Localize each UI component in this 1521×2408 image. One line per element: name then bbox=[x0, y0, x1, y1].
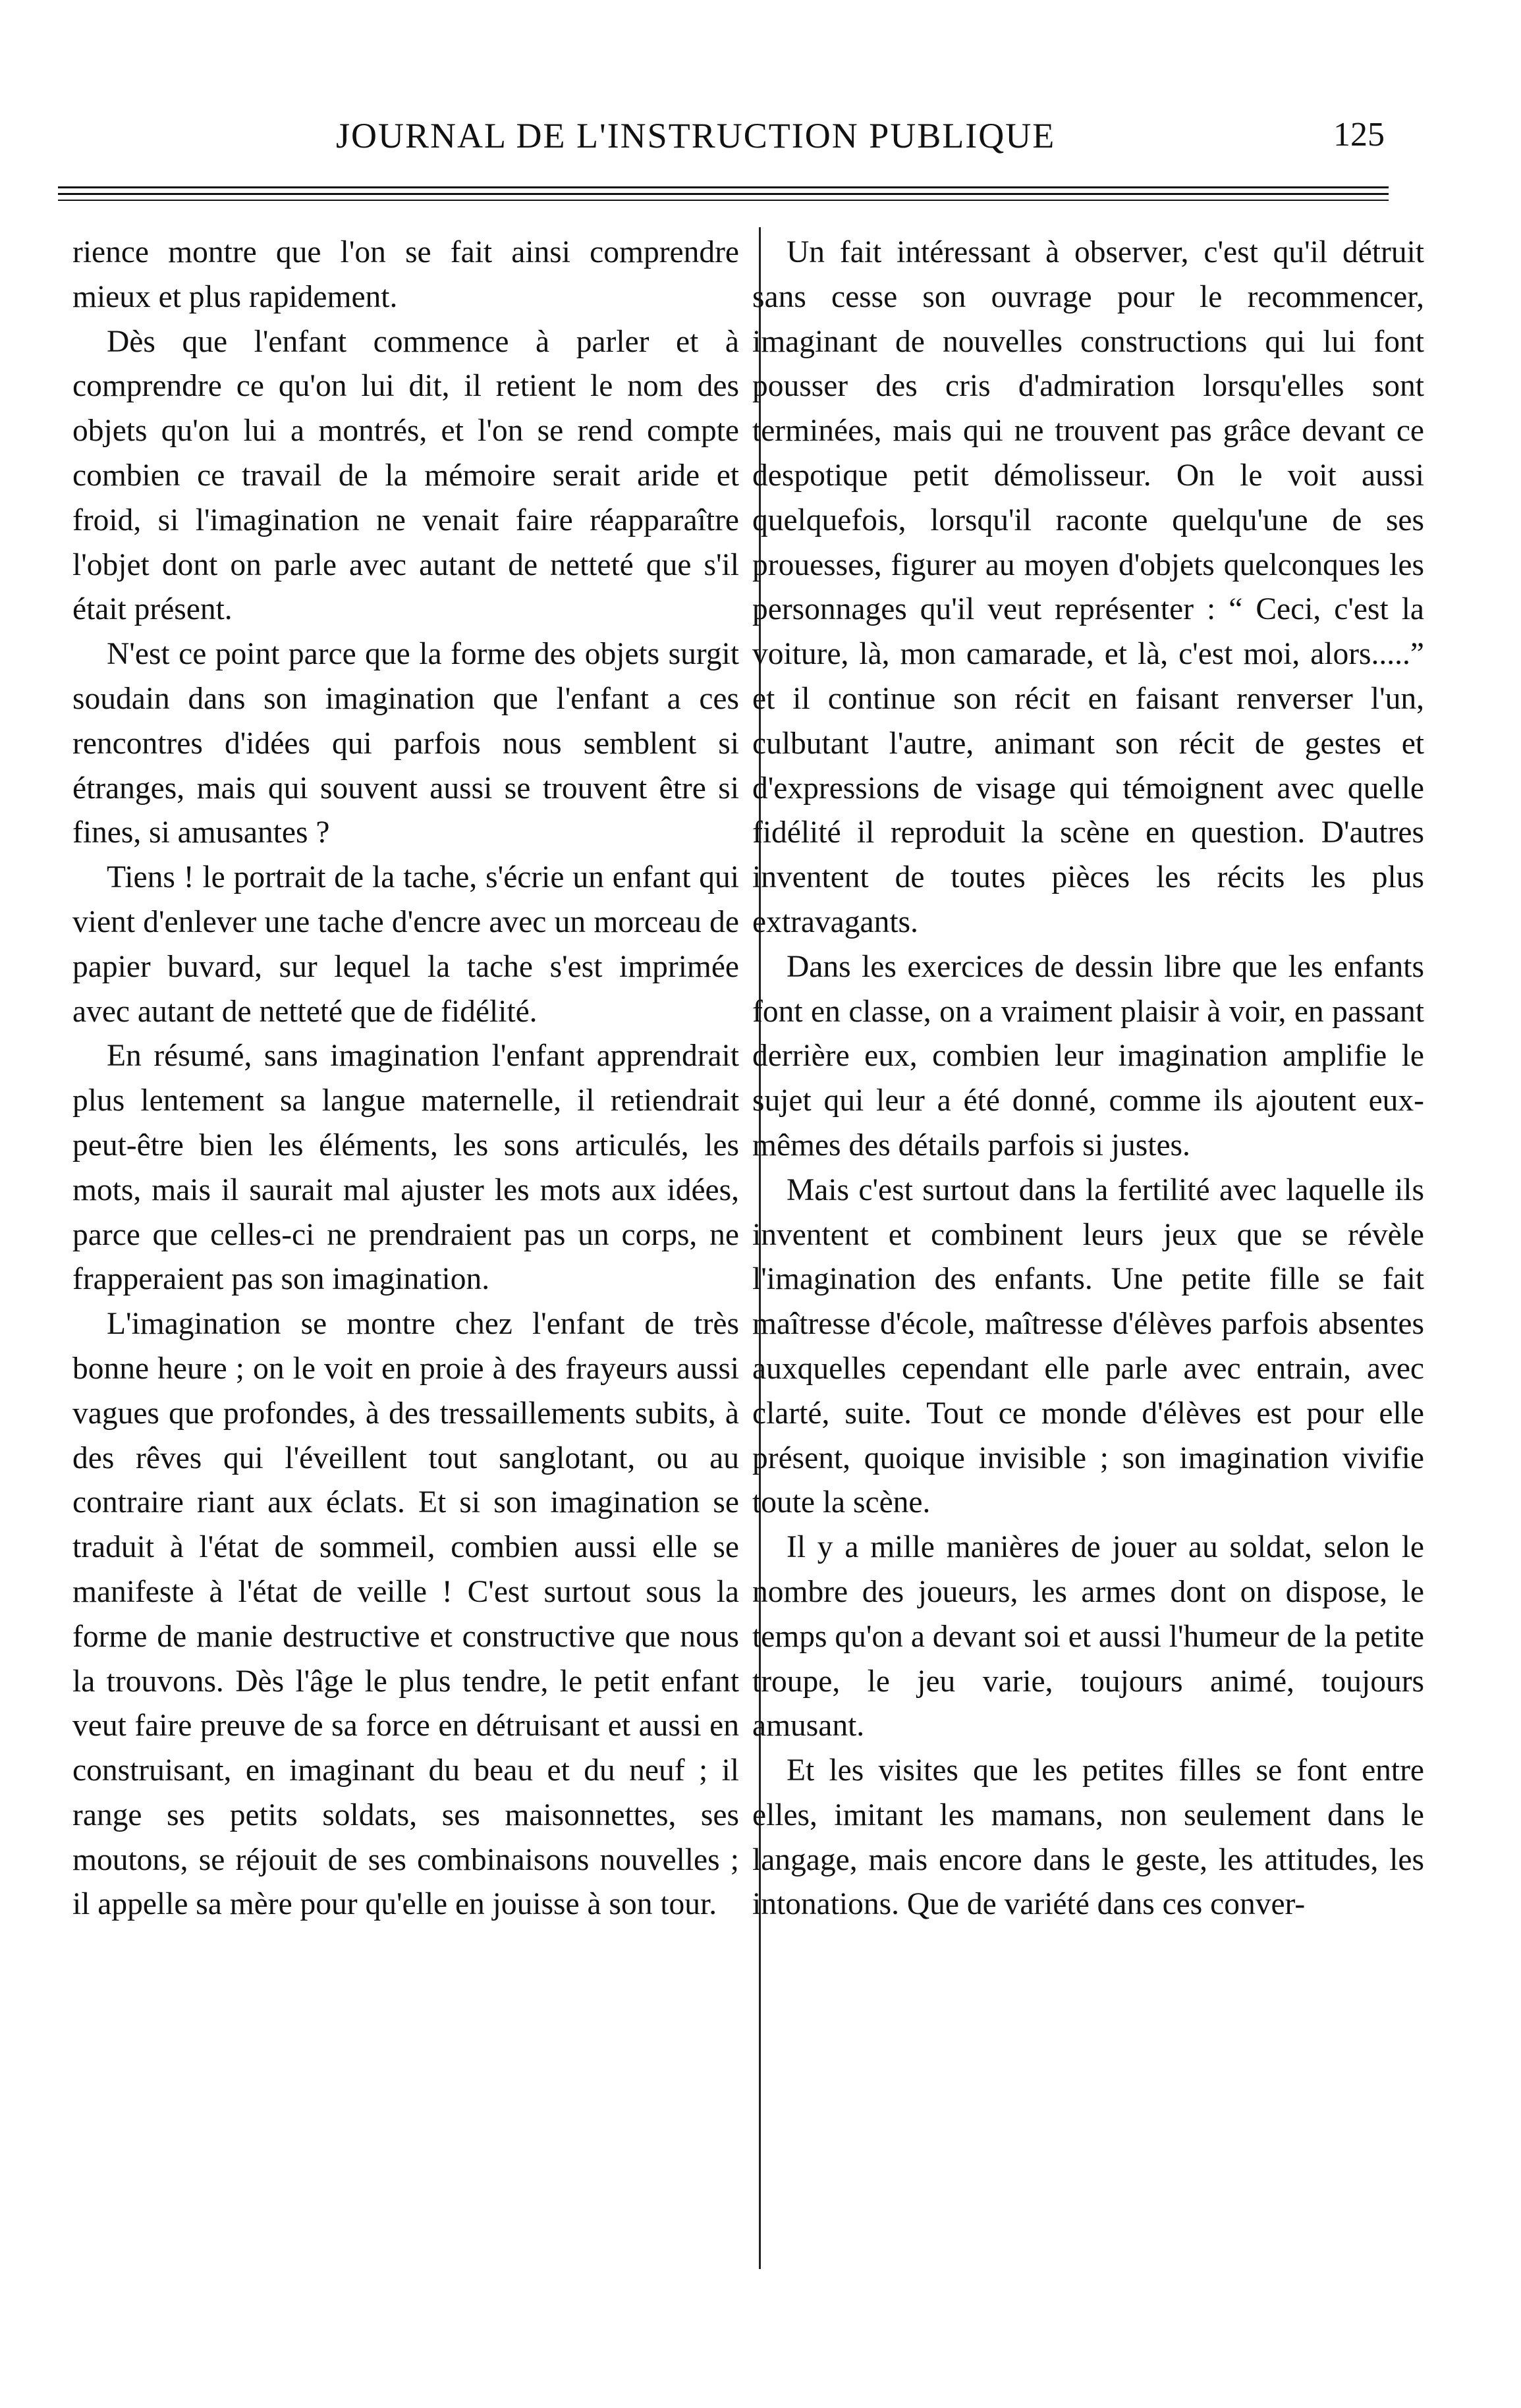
paragraph: L'imagination se montre chez l'enfant de très bonne heure ; on le voit en proie à des frayeurs aussi vagues que profondes, à des tressaillements subits, à des rêves qui l'éveillent tout sanglotant, ou au contraire riant aux éclats. Et si son imagination se traduit à l'état de sommeil, combien aussi elle se manifeste à l'état de veille ! C'est surtout sous la forme de manie destructive et constructive que nous la trouvons. Dès l'âge le plus tendre, le petit enfant veut faire preuve de sa force en détruisant et aussi en construisant, en imaginant du beau et du neuf ; il range ses petits soldats, ses maisonnettes, ses moutons, se réjouit de ses combinaisons nouvelles ; il appelle sa mère pour qu'elle en jouisse à son tour. bbox=[72, 1307, 739, 1922]
paragraph: En résumé, sans imagination l'enfant apprendrait plus lentement sa langue maternelle, il retiendrait peut-être bien les éléments, les sons articulés, les mots, mais il saurait mal ajuster les mots aux idées, parce que celles-ci ne prendraient pas un corps, ne frapperaient pas son imagination. bbox=[72, 1039, 739, 1297]
paragraph: Et les visites que les petites filles se font entre elles, imitant les mamans, non seulement dans le langage, mais encore dans le geste, les attitudes, les intonations. Que de variété dans ces conver- bbox=[752, 1753, 1424, 1922]
paragraph: rience montre que l'on se fait ainsi comprendre mieux et plus rapidement. bbox=[72, 235, 739, 314]
header-rule bbox=[58, 200, 1389, 201]
running-header bbox=[53, 115, 1403, 175]
header-rule bbox=[58, 193, 1389, 195]
paragraph: N'est ce point parce que la forme des objets surgit soudain dans son imagination que l'enfant a ces rencontres d'idées qui parfois nous semblent si étranges, mais qui souvent aussi se trouvent être si fines, si amusantes ? bbox=[72, 637, 739, 850]
paragraph: Tiens ! le portrait de la tache, s'écrie un enfant qui vient d'enlever une tache d'encre avec un morceau de papier buvard, sur lequel la tache s'est imprimée avec autant de netteté que de fidélité. bbox=[72, 860, 739, 1029]
header-rule bbox=[58, 186, 1389, 188]
journal-title: JOURNAL DE L'INSTRUCTION PUBLIQUE bbox=[336, 116, 1056, 155]
page-number: 125 bbox=[1333, 116, 1385, 153]
right-column bbox=[739, 231, 1424, 1927]
paragraph: Il y a mille manières de jouer au soldat, selon le nombre des joueurs, les armes dont on dispose, le temps qu'on a devant soi et aussi l'humeur de la petite troupe, le jeu varie, toujours animé, toujours amusant. bbox=[752, 1530, 1424, 1743]
paragraph: Dans les exercices de dessin libre que les enfants font en classe, on a vraiment plaisir à voir, en passant derrière eux, combien leur imagination amplifie le sujet qui leur a été donné, comme ils ajoutent eux-mêmes des détails parfois si justes. bbox=[752, 949, 1424, 1163]
paragraph: Mais c'est surtout dans la fertilité avec laquelle ils inventent et combinent leurs jeux que se révèle l'imagination des enfants. Une petite fille se fait maîtresse d'école, maîtresse d'élèves parfois absentes auxquelles cependant elle parle avec entrain, avec clarté, suite. Tout ce monde d'élèves est pour elle présent, quoique invisible ; son imagination vivifie toute la scène. bbox=[752, 1172, 1424, 1520]
paragraph: Dès que l'enfant commence à parler et à comprendre ce qu'on lui dit, il retient le nom des objets qu'on lui a montrés, et l'on se rend compte combien ce travail de la mémoire serait aride et froid, si l'imagination ne venait faire réapparaître l'objet dont on parle avec autant de netteté que s'il était présent. bbox=[72, 324, 739, 627]
left-column bbox=[72, 231, 739, 1927]
paragraph: Un fait intéressant à observer, c'est qu'il détruit sans cesse son ouvrage pour le recommencer, imaginant de nouvelles constructions qui lui font pousser des cris d'admiration lorsqu'elles sont terminées, mais qui ne trouvent pas grâce devant ce despotique petit démolisseur. On le voit aussi quelquefois, lorsqu'il raconte quelqu'une de ses prouesses, figurer au moyen d'objets quelconques les personnages qu'il veut représenter : “ Ceci, c'est la voiture, là, mon camarade, et là, c'est moi, alors.....” et il continue son récit en faisant renverser l'un, culbutant l'autre, animant son récit de gestes et d'expressions de visage qui témoignent avec quelle fidélité il reproduit la scène en question. D'autres inventent de toutes pièces les récits les plus extravagants. bbox=[752, 235, 1424, 939]
